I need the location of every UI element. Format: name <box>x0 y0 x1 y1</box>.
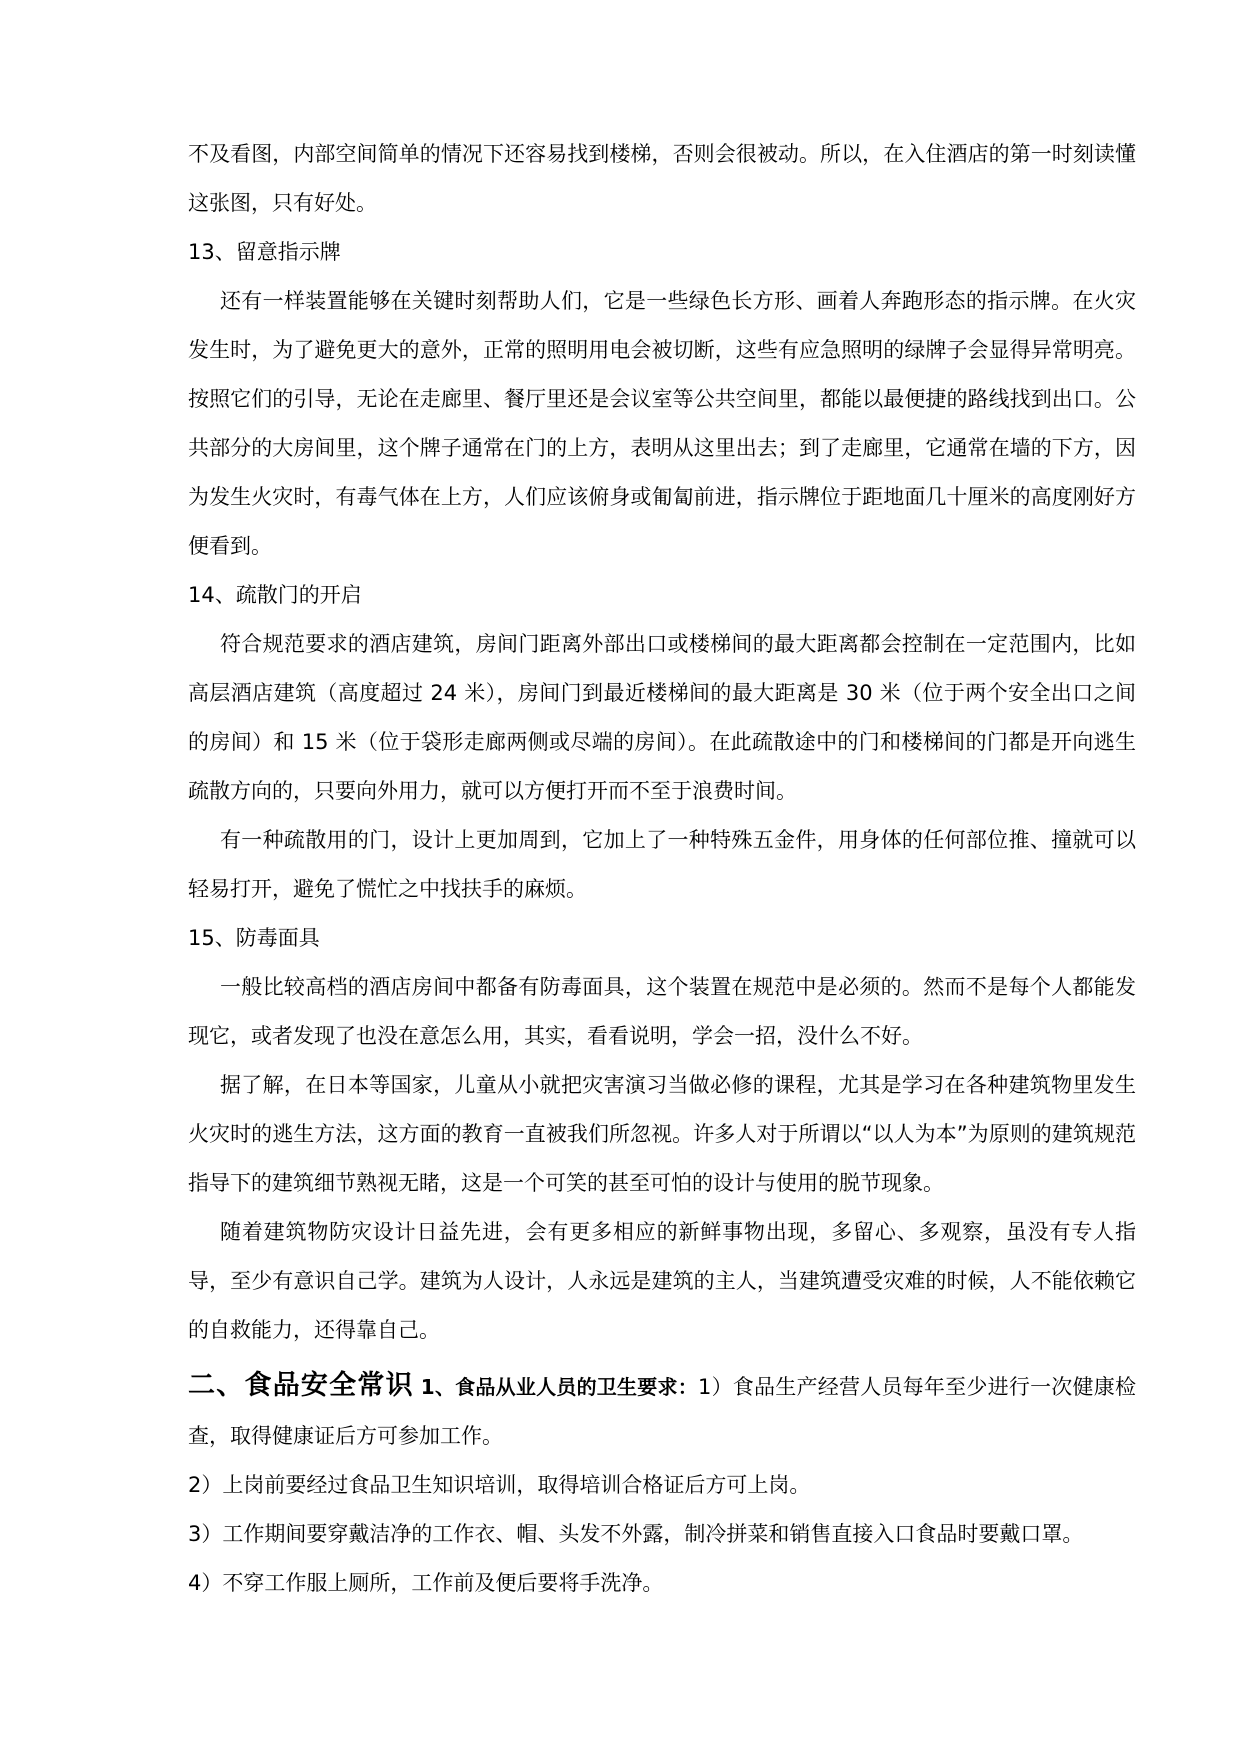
paragraph-continuation: 不及看图，内部空间简单的情况下还容易找到楼梯，否则会很被动。所以，在入住酒店的第一时刻读懂这张图，只有好处。 <box>188 142 1136 215</box>
paragraph-japan-drills: 据了解，在日本等国家，儿童从小就把灾害演习当做必修的课程，尤其是学习在各种建筑物里发生火灾时的逃生方法，这方面的教育一直被我们所忽视。许多人对于所谓以“以人为本”为原则的建筑规范指导下的建筑细节熟视无睹，这是一个可笑的甚至可怕的设计与使用的脱节现象。 <box>188 1073 1136 1195</box>
list-item: 2）上岗前要经过食品卫生知识培训，取得培训合格证后方可上岗。 <box>188 1473 811 1497</box>
list-item: 3）工作期间要穿戴洁净的工作衣、帽、头发不外露，制冷拼菜和销售直接入口食品时要戴口罩。 <box>188 1522 1084 1546</box>
section-title: 二、食品安全常识 <box>188 1370 414 1401</box>
paragraph-gas-mask: 一般比较高档的酒店房间中都备有防毒面具，这个装置在规范中是必须的。然而不是每个人都能发现它，或者发现了也没在意怎么用，其实，看看说明，学会一招，没什么不好。 <box>188 975 1136 1048</box>
list-item: 4）不穿工作服上厕所，工作前及便后要将手洗净。 <box>188 1571 664 1595</box>
heading-14: 14、疏散门的开启 <box>188 583 362 607</box>
paragraph-exit-signs: 还有一样装置能够在关键时刻帮助人们，它是一些绿色长方形、画着人奔跑形态的指示牌。在火灾发生时，为了避免更大的意外，正常的照明用电会被切断，这些有应急照明的绿牌子会显得异常明亮。按照它们的引导，无论在走廊里、餐厅里还是会议室等公共空间里，都能以最便捷的路线找到出口。公共部分的大房间里，这个牌子通常在门的上方，表明从这里出去；到了走廊里，它通常在墙的下方，因为发生火灾时，有毒气体在上方，人们应该俯身或匍匐前进，指示牌位于距地面几十厘米的高度刚好方便看到。 <box>188 289 1136 558</box>
heading-13: 13、留意指示牌 <box>188 240 341 264</box>
heading-15: 15、防毒面具 <box>188 926 320 950</box>
paragraph-evacuation-distance: 符合规范要求的酒店建筑，房间门距离外部出口或楼梯间的最大距离都会控制在一定范围内，比如高层酒店建筑（高度超过 24 米），房间门到最近楼梯间的最大距离是 30 米（位于两个安全出口之间的房间）和 15 米（位于袋形走廊两侧或尽端的房间）。在此疏散途中的门和楼梯间的门都是开向逃生疏散方向的，只要向外用力，就可以方便打开而不至于浪费时间。 <box>188 632 1136 803</box>
section-food-safety <box>188 1361 1136 1461</box>
paragraph-conclusion: 随着建筑物防灾设计日益先进，会有更多相应的新鲜事物出现，多留心、多观察，虽没有专人指导，至少有意识自己学。建筑为人设计，人永远是建筑的主人，当建筑遭受灾难的时候，人不能依赖它的自救能力，还得靠自己。 <box>188 1220 1136 1342</box>
section-subtitle: 1、食品从业人员的卫生要求： <box>420 1375 698 1399</box>
section-first-item: 1）食品生产经营人员每年至少进行一次健康检查，取得健康证后方可参加工作。 <box>188 1375 1137 1448</box>
paragraph-push-door: 有一种疏散用的门，设计上更加周到，它加上了一种特殊五金件，用身体的任何部位推、撞就可以轻易打开，避免了慌忙之中找扶手的麻烦。 <box>188 828 1136 901</box>
document-page <box>188 130 1136 1608</box>
